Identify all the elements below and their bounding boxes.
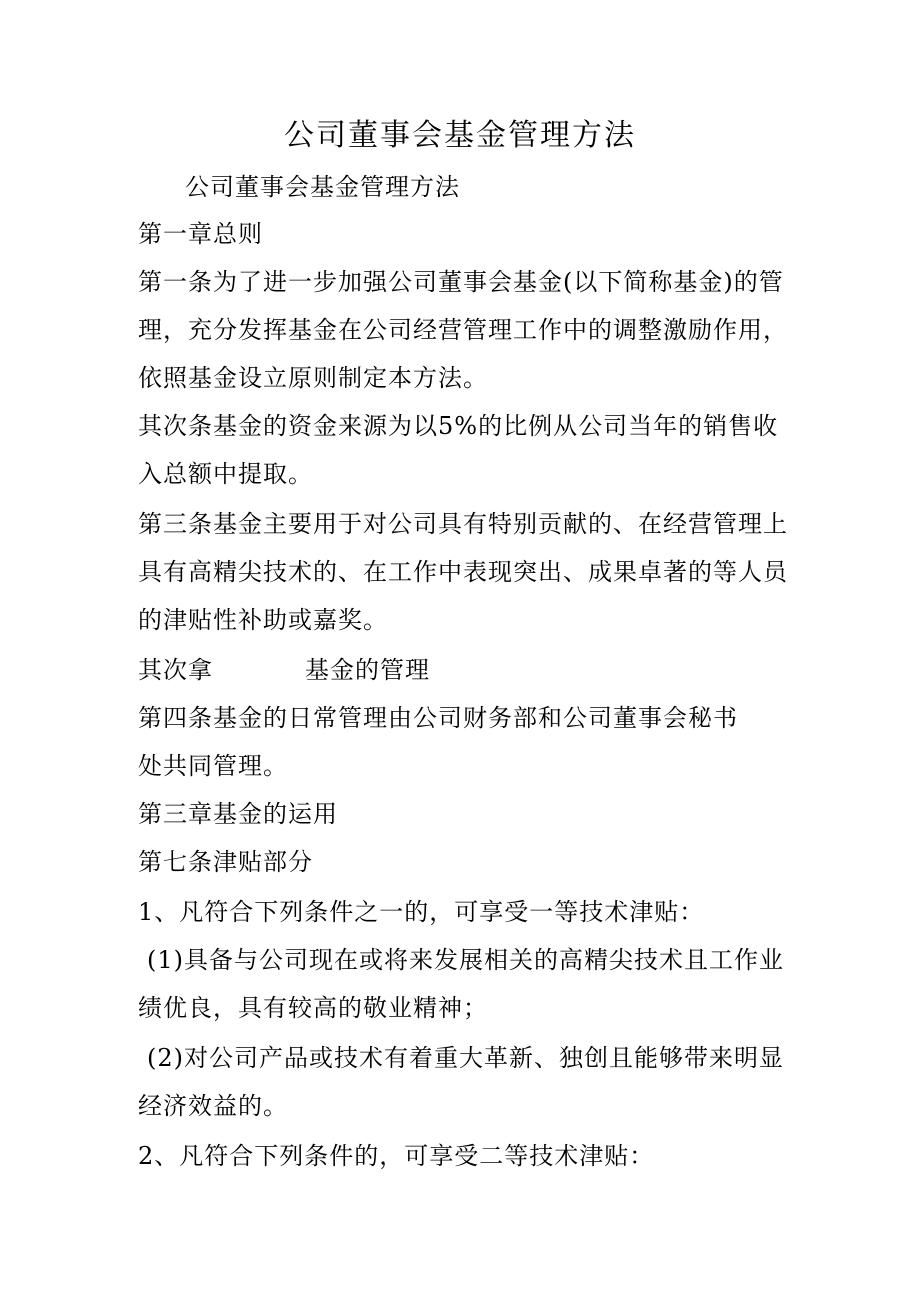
chapter-2-name: 基金的管理 <box>305 656 430 684</box>
item-1-2-line-1: (2)对公司产品或技术有着重大革新、独创且能够带来明显 <box>147 1044 784 1072</box>
item-1-2-line-2: 经济效益的。 <box>138 1092 288 1120</box>
document-title: 公司董事会基金管理方法 <box>284 118 636 153</box>
chapter-3-heading: 第三章基金的运用 <box>138 800 338 828</box>
article-4-line-1: 第四条基金的日常管理由公司财务部和公司董事会秘书 <box>138 704 738 732</box>
article-4-line-2: 处共同管理。 <box>138 752 288 780</box>
chapter-1-heading: 第一章总则 <box>138 220 263 248</box>
item-1-1-line-2: 绩优良，具有较高的敬业精神； <box>138 994 488 1022</box>
article-3-line-1: 第三条基金主要用于对公司具有特别贡献的、在经营管理上 <box>138 510 788 538</box>
article-1-line-1: 第一条为了进一步加强公司董事会基金(以下简称基金)的管 <box>138 268 784 296</box>
item-1: 1、凡符合下列条件之一的，可享受一等技术津贴： <box>138 898 705 926</box>
item-2: 2、凡符合下列条件的，可享受二等技术津贴： <box>138 1142 655 1170</box>
article-1-line-3: 依照基金设立原则制定本方法。 <box>138 364 488 392</box>
chapter-2-heading <box>138 654 430 686</box>
article-3-line-2: 具有高精尖技术的、在工作中表现突出、成果卓著的等人员 <box>138 558 788 586</box>
article-7-heading: 第七条津贴部分 <box>138 848 313 876</box>
document-subtitle: 公司董事会基金管理方法 <box>185 173 460 201</box>
article-2-line-1: 其次条基金的资金来源为以5%的比例从公司当年的销售收 <box>138 412 779 440</box>
article-1-line-2: 理，充分发挥基金在公司经营管理工作中的调整激励作用， <box>138 316 788 344</box>
item-1-1-line-1: (1)具备与公司现在或将来发展相关的高精尖技术且工作业 <box>147 946 784 974</box>
article-3-line-3: 的津贴性补助或嘉奖。 <box>138 606 388 634</box>
chapter-2-number: 其次拿 <box>138 656 213 684</box>
article-2-line-2: 入总额中提取。 <box>138 460 313 488</box>
